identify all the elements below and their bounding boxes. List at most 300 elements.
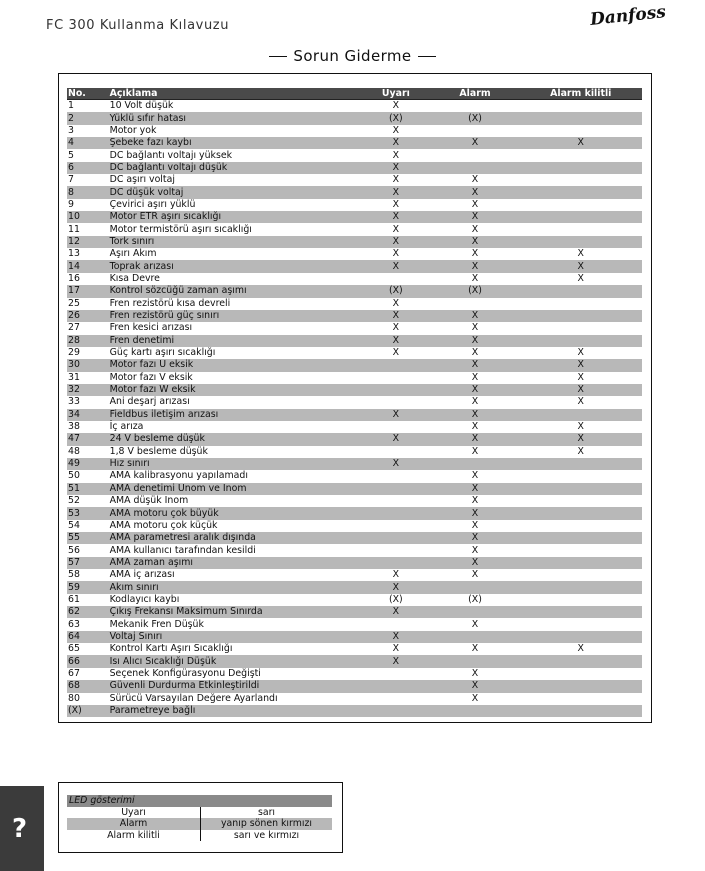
table-row	[67, 458, 642, 470]
cell-no: 16	[68, 272, 80, 284]
table-row	[67, 211, 642, 223]
led-table-title: LED gösterimi	[67, 795, 332, 807]
cell-warning: X	[392, 149, 400, 161]
table-row	[67, 409, 642, 421]
cell-description: Çıkış Frekansı Maksimum Sınırda	[109, 606, 361, 618]
cell-no: 10	[67, 211, 109, 223]
table-row	[67, 507, 642, 519]
table-row	[67, 631, 642, 643]
cell-alarm: X	[430, 137, 518, 149]
led-state: Alarm kilitli	[67, 830, 201, 842]
cell-alarm-locked	[519, 618, 642, 630]
table-row	[67, 705, 642, 717]
cell-warning: X	[360, 335, 430, 347]
cell-warning	[360, 705, 430, 717]
cell-warning: (X)	[360, 112, 430, 124]
table-row	[67, 520, 642, 532]
led-color: yanıp sönen kırmızı	[201, 818, 333, 830]
cell-warning: X	[360, 186, 430, 198]
cell-alarm: X	[471, 272, 479, 284]
table-row	[67, 125, 642, 137]
cell-description: Seçenek Konfigürasyonu Değişti	[109, 667, 261, 679]
cell-alarm	[430, 162, 518, 174]
cell-no: 3	[68, 124, 74, 136]
cell-description: Çevirici aşırı yüklü	[109, 198, 196, 210]
cell-no: 52	[68, 495, 80, 507]
cell-alarm: X	[430, 680, 518, 692]
cell-alarm: X	[471, 248, 479, 260]
col-header-no: No.	[67, 88, 109, 100]
cell-description: DC bağlantı voltajı yüksek	[109, 149, 233, 161]
table-row	[67, 618, 642, 630]
cell-description: Kodlayıcı kaybı	[109, 593, 180, 605]
cell-description: 24 V besleme düşük	[109, 433, 361, 445]
cell-alarm: X	[471, 667, 479, 679]
cell-alarm-locked	[519, 470, 642, 482]
cell-alarm-locked	[519, 631, 642, 643]
cell-no: 13	[68, 248, 80, 260]
cell-warning	[360, 680, 430, 692]
cell-alarm: X	[471, 396, 479, 408]
cell-alarm-locked	[519, 149, 642, 161]
cell-no: 8	[67, 186, 109, 198]
cell-description: Fren denetimi	[109, 335, 361, 347]
cell-warning: X	[360, 162, 430, 174]
cell-no: 1	[68, 100, 74, 112]
table-row	[67, 335, 642, 347]
cell-description: Akım sınırı	[109, 581, 361, 593]
cell-warning: X	[392, 643, 400, 655]
cell-no: 27	[68, 322, 80, 334]
cell-no: 29	[68, 347, 80, 359]
cell-description: İç arıza	[109, 421, 144, 433]
table-row	[67, 359, 642, 371]
cell-alarm-locked	[519, 285, 642, 297]
cell-alarm-locked: X	[519, 137, 642, 149]
cell-alarm: X	[471, 569, 479, 581]
cell-alarm-locked	[519, 298, 642, 310]
cell-no: 17	[67, 285, 109, 297]
cell-description: Fren rezistörü kısa devreli	[109, 297, 231, 309]
cell-warning	[360, 507, 430, 519]
table-row	[67, 643, 642, 655]
cell-description: Fieldbus iletişim arızası	[109, 409, 361, 421]
led-row	[67, 807, 332, 819]
led-color: sarı ve kırmızı	[233, 829, 300, 841]
cell-no: 67	[68, 667, 80, 679]
table-row	[67, 100, 642, 113]
cell-alarm: X	[430, 384, 518, 396]
cell-no: 30	[67, 359, 109, 371]
cell-alarm-locked: X	[519, 260, 642, 272]
table-row	[67, 668, 642, 680]
cell-description: DC düşük voltaj	[109, 186, 361, 198]
cell-description: Ani deşarj arızası	[109, 396, 190, 408]
cell-alarm-locked	[519, 162, 642, 174]
cell-warning: X	[360, 631, 430, 643]
cell-alarm-locked	[519, 680, 642, 692]
cell-alarm: X	[430, 557, 518, 569]
led-indication-table	[67, 795, 332, 841]
cell-alarm: X	[471, 470, 479, 482]
table-row	[67, 174, 642, 186]
cell-alarm	[430, 631, 518, 643]
cell-warning: X	[360, 260, 430, 272]
table-row	[67, 186, 642, 198]
cell-warning: X	[360, 211, 430, 223]
cell-description: Mekanik Fren Düşük	[109, 618, 204, 630]
cell-no: (X)	[67, 705, 109, 717]
cell-description: Şebeke fazı kaybı	[109, 137, 361, 149]
cell-no: 68	[67, 680, 109, 692]
cell-alarm: (X)	[430, 112, 518, 124]
table-row	[67, 236, 642, 248]
cell-no: 51	[67, 483, 109, 495]
cell-alarm: X	[430, 359, 518, 371]
cell-alarm: X	[430, 532, 518, 544]
table-row	[67, 433, 642, 445]
cell-alarm: X	[471, 544, 479, 556]
cell-description: Motor yok	[109, 124, 157, 136]
cell-no: 7	[68, 174, 74, 186]
cell-alarm-locked	[519, 569, 642, 581]
cell-description: Kontrol sözcüğü zaman aşımı	[109, 285, 361, 297]
cell-warning: X	[360, 433, 430, 445]
cell-alarm	[430, 298, 518, 310]
cell-no: 66	[67, 655, 109, 667]
cell-no: 5	[68, 149, 74, 161]
cell-alarm-locked: X	[577, 272, 584, 284]
cell-description: AMA denetimi Unom ve Inom	[109, 483, 361, 495]
cell-alarm: X	[471, 519, 479, 531]
cell-warning: X	[392, 297, 400, 309]
cell-alarm: X	[471, 322, 479, 334]
table-row	[67, 260, 642, 272]
col-header-description: Açıklama	[109, 88, 361, 100]
cell-alarm-locked	[519, 310, 642, 322]
cell-warning	[360, 384, 430, 396]
table-row	[67, 162, 642, 174]
cell-alarm-locked: X	[519, 359, 642, 371]
table-row	[67, 199, 642, 211]
cell-alarm-locked: X	[519, 384, 642, 396]
cell-description: AMA parametresi aralık dışında	[109, 532, 361, 544]
cell-alarm-locked: X	[577, 421, 584, 433]
cell-alarm: X	[471, 643, 479, 655]
cell-alarm: X	[471, 347, 479, 359]
cell-alarm	[430, 705, 518, 717]
cell-alarm-locked	[519, 112, 642, 124]
cell-alarm-locked	[519, 199, 642, 211]
cell-alarm: X	[430, 483, 518, 495]
section-heading	[0, 47, 705, 65]
table-row	[67, 298, 642, 310]
cell-alarm: X	[471, 371, 479, 383]
cell-warning	[360, 273, 430, 285]
col-header-alarm: Alarm	[430, 88, 518, 100]
cell-alarm: X	[430, 335, 518, 347]
table-row	[67, 149, 642, 161]
cell-warning	[360, 693, 430, 705]
cell-alarm-locked: X	[519, 433, 642, 445]
cell-alarm-locked	[519, 606, 642, 618]
table-row	[67, 273, 642, 285]
table-row	[67, 248, 642, 260]
cell-description: Fren kesici arızası	[109, 322, 193, 334]
cell-alarm-locked	[519, 668, 642, 680]
cell-alarm-locked: X	[577, 248, 584, 260]
cell-no: 56	[68, 544, 80, 556]
cell-no: 28	[67, 335, 109, 347]
cell-warning: X	[392, 124, 400, 136]
cell-alarm: X	[471, 174, 479, 186]
cell-description: AMA motoru çok büyük	[109, 507, 361, 519]
cell-no: 12	[67, 236, 109, 248]
table-row	[67, 372, 642, 384]
cell-no: 55	[67, 532, 109, 544]
cell-no: 57	[67, 557, 109, 569]
cell-warning: X	[360, 581, 430, 593]
cell-alarm-locked	[519, 594, 642, 606]
cell-no: 2	[67, 112, 109, 124]
cell-warning: X	[360, 137, 430, 149]
cell-no: 48	[68, 445, 80, 457]
cell-alarm: (X)	[468, 593, 482, 605]
cell-alarm: X	[430, 409, 518, 421]
cell-no: 38	[68, 421, 80, 433]
cell-no: 49	[67, 458, 109, 470]
cell-description: Aşırı Akım	[109, 248, 157, 260]
cell-description: Motor fazı V eksik	[109, 371, 193, 383]
cell-warning: X	[360, 606, 430, 618]
cell-description: Hız sınırı	[109, 458, 361, 470]
cell-warning: X	[360, 409, 430, 421]
cell-warning	[360, 532, 430, 544]
cell-warning	[360, 421, 430, 433]
cell-description: Parametreye bağlı	[109, 705, 361, 717]
cell-description: AMA kalibrasyonu yapılamadı	[109, 470, 248, 482]
cell-description: Motor ETR aşırı sıcaklığı	[109, 211, 361, 223]
led-state: Alarm	[67, 818, 201, 830]
cell-no: 64	[67, 631, 109, 643]
table-row	[67, 310, 642, 322]
cell-alarm-locked	[519, 211, 642, 223]
cell-warning: X	[360, 655, 430, 667]
cell-alarm-locked	[519, 100, 642, 113]
cell-description: Güvenli Durdurma Etkinleştirildi	[109, 680, 361, 692]
cell-warning: X	[392, 248, 400, 260]
cell-no: 25	[68, 297, 80, 309]
cell-alarm-locked	[519, 458, 642, 470]
cell-alarm-locked: X	[577, 445, 584, 457]
cell-description: Tork sınırı	[109, 236, 361, 248]
cell-alarm	[430, 655, 518, 667]
cell-alarm: X	[430, 186, 518, 198]
cell-description: DC bağlantı voltajı düşük	[109, 162, 361, 174]
cell-warning	[360, 483, 430, 495]
led-table-title-row	[67, 795, 332, 807]
table-header-row	[67, 88, 642, 100]
cell-warning: (X)	[360, 285, 430, 297]
cell-warning: X	[392, 322, 400, 334]
cell-warning	[360, 618, 430, 630]
cell-no: 63	[68, 618, 80, 630]
cell-alarm-locked	[519, 507, 642, 519]
table-row	[67, 137, 642, 149]
cell-description: Motor termistörü aşırı sıcaklığı	[109, 223, 252, 235]
cell-alarm	[430, 100, 518, 113]
cell-warning	[360, 446, 430, 458]
cell-alarm-locked: X	[577, 371, 584, 383]
cell-alarm	[430, 458, 518, 470]
cell-description: Kontrol Kartı Aşırı Sıcaklığı	[109, 643, 233, 655]
cell-no: 65	[68, 643, 80, 655]
cell-no: 9	[68, 198, 74, 210]
cell-description: DC aşırı voltaj	[109, 174, 175, 186]
cell-alarm-locked: X	[577, 643, 584, 655]
cell-warning: X	[360, 458, 430, 470]
cell-alarm: X	[471, 618, 479, 630]
cell-no: 58	[68, 569, 80, 581]
cell-warning	[360, 470, 430, 482]
cell-warning: X	[392, 223, 400, 235]
cell-no: 47	[67, 433, 109, 445]
cell-alarm: X	[471, 198, 479, 210]
cell-warning	[360, 495, 430, 507]
cell-no: 53	[67, 507, 109, 519]
cell-warning: X	[392, 347, 400, 359]
table-row	[67, 347, 642, 359]
cell-no: 6	[67, 162, 109, 174]
cell-warning	[360, 520, 430, 532]
cell-no: 31	[68, 371, 80, 383]
table-row	[67, 470, 642, 482]
cell-warning	[360, 359, 430, 371]
table-row	[67, 655, 642, 667]
heading-dash-left	[269, 56, 287, 57]
cell-warning	[360, 668, 430, 680]
cell-alarm-locked	[519, 655, 642, 667]
table-row	[67, 384, 642, 396]
cell-no: 50	[68, 470, 80, 482]
cell-no: 59	[67, 581, 109, 593]
col-header-warning: Uyarı	[360, 88, 430, 100]
cell-alarm-locked: X	[577, 347, 584, 359]
cell-alarm: X	[430, 260, 518, 272]
table-row	[67, 446, 642, 458]
cell-alarm-locked	[519, 495, 642, 507]
cell-alarm-locked	[519, 557, 642, 569]
cell-alarm: X	[471, 445, 479, 457]
cell-warning: X	[392, 174, 400, 186]
cell-description: AMA düşük Inom	[109, 495, 189, 507]
cell-warning	[360, 396, 430, 408]
cell-description: Yüklü sıfır hatası	[109, 112, 361, 124]
cell-no: 54	[68, 519, 80, 531]
cell-no: 80	[68, 692, 80, 704]
cell-description: 10 Volt düşük	[109, 100, 174, 112]
table-row	[67, 693, 642, 705]
table-row	[67, 495, 642, 507]
table-row	[67, 483, 642, 495]
cell-alarm-locked	[519, 532, 642, 544]
table-row	[67, 285, 642, 297]
cell-description: 1,8 V besleme düşük	[109, 445, 208, 457]
table-row	[67, 606, 642, 618]
cell-alarm-locked	[519, 520, 642, 532]
manual-title: FC 300 Kullanma Kılavuzu	[46, 18, 230, 33]
table-row	[67, 223, 642, 235]
cell-alarm: X	[430, 211, 518, 223]
cell-no: 11	[68, 223, 80, 235]
cell-alarm: X	[430, 507, 518, 519]
heading-dash-right	[418, 56, 436, 57]
cell-no: 62	[67, 606, 109, 618]
cell-description: Fren rezistörü güç sınırı	[109, 310, 361, 322]
alarm-warning-table	[67, 88, 642, 717]
led-row	[67, 818, 332, 830]
cell-description: AMA iç arızası	[109, 569, 175, 581]
cell-alarm-locked	[519, 223, 642, 235]
cell-description: Sürücü Varsayılan Değere Ayarlandı	[109, 692, 278, 704]
cell-alarm	[430, 606, 518, 618]
cell-no: 34	[67, 409, 109, 421]
cell-no: 26	[67, 310, 109, 322]
cell-warning	[360, 557, 430, 569]
table-row	[67, 581, 642, 593]
cell-no: 32	[67, 384, 109, 396]
led-color: sarı	[257, 806, 276, 818]
table-row	[67, 112, 642, 124]
cell-warning: X	[392, 569, 400, 581]
cell-no: 14	[67, 260, 109, 272]
table-row	[67, 322, 642, 334]
table-row	[67, 544, 642, 556]
cell-alarm: X	[430, 433, 518, 445]
table-row	[67, 421, 642, 433]
cell-description: AMA motoru çok küçük	[109, 519, 218, 531]
cell-alarm	[430, 149, 518, 161]
cell-no: 33	[68, 396, 80, 408]
cell-alarm-locked	[519, 409, 642, 421]
cell-no: 4	[67, 137, 109, 149]
cell-description: Voltaj Sınırı	[109, 631, 361, 643]
cell-alarm-locked	[519, 705, 642, 717]
cell-alarm: X	[471, 495, 479, 507]
cell-alarm	[430, 581, 518, 593]
cell-alarm-locked	[519, 174, 642, 186]
table-row	[67, 680, 642, 692]
danfoss-logo: Danfoss	[589, 2, 667, 30]
table-row	[67, 557, 642, 569]
cell-alarm-locked	[519, 335, 642, 347]
cell-warning: X	[360, 310, 430, 322]
cell-alarm-locked	[519, 581, 642, 593]
cell-alarm: X	[471, 223, 479, 235]
cell-alarm-locked	[519, 186, 642, 198]
cell-alarm: X	[430, 236, 518, 248]
cell-no: 61	[68, 593, 80, 605]
cell-alarm-locked	[519, 125, 642, 137]
cell-description: AMA zaman aşımı	[109, 557, 361, 569]
cell-alarm: (X)	[430, 285, 518, 297]
cell-description: Motor fazı W eksik	[109, 384, 361, 396]
cell-warning	[360, 372, 430, 384]
cell-warning	[360, 544, 430, 556]
chapter-sidebar-tab	[0, 786, 44, 871]
cell-alarm-locked	[519, 544, 642, 556]
cell-description: Güç kartı aşırı sıcaklığı	[109, 347, 216, 359]
